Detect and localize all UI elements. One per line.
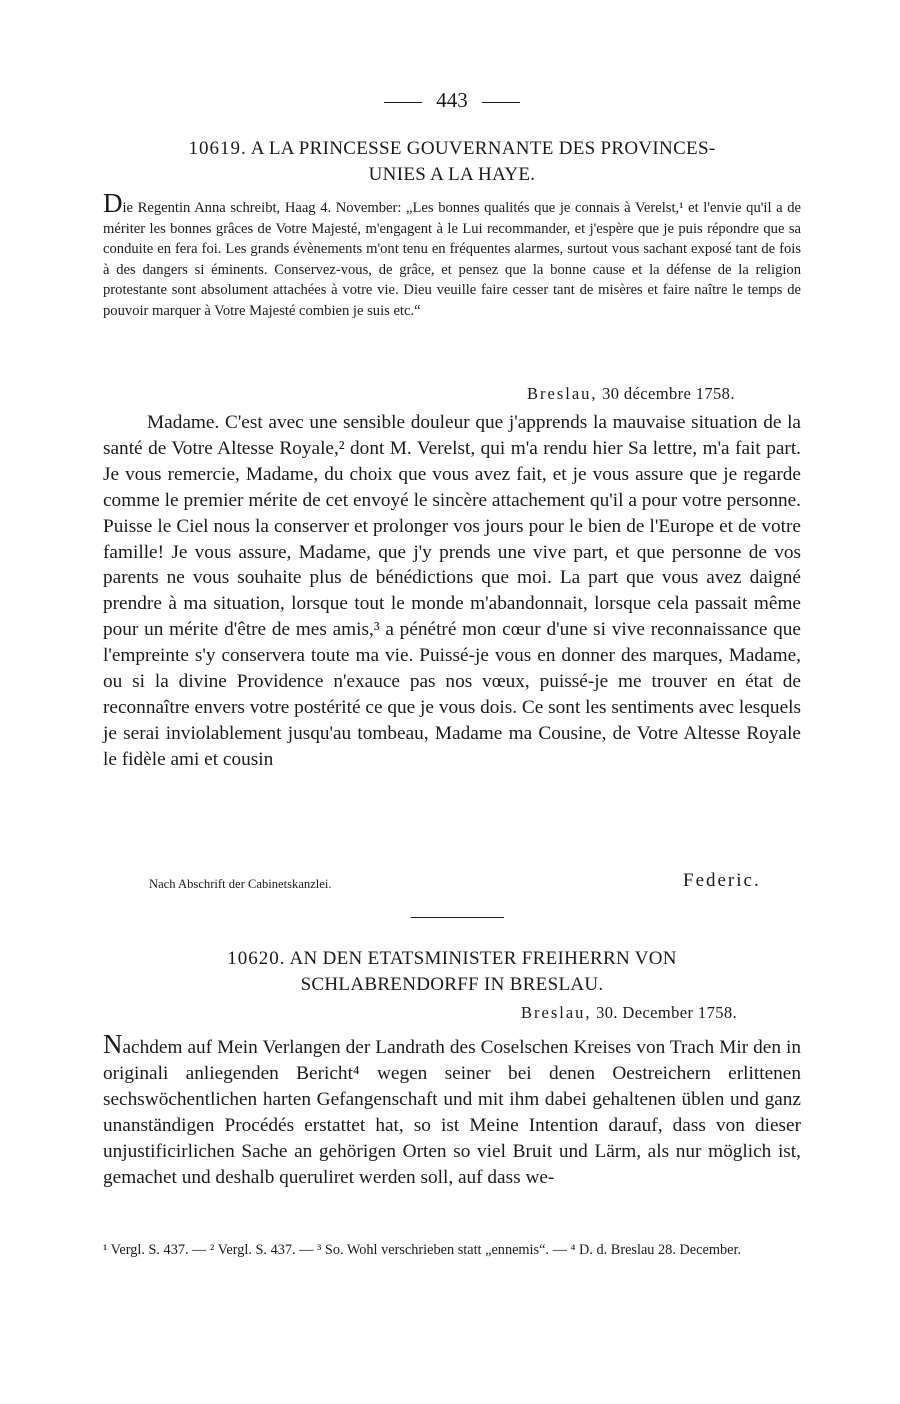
intro-text: ie Regentin Anna schreibt, Haag 4. November: „Les bonnes qualités que je connais à Verelst,¹ et l'envie qu'il a de mériter les bonnes grâces de Votre Majesté, m'engagent à le Lui recommander, et j'espère que je puis répondre que sa conduite en fera foi. Les grands évènements m'ont tenu en fréquentes alarmes, surtout vous sachant exposé tant de fois à des dangers si éminents. Conservez-vous, de grâce, et pensez que la bonne cause et la défense de la religion protestante sont absolument attachées à votre vie. Dieu veuille faire cesser tant de misères et faire naître le temps de pouvoir marquer à Votre Majesté combien je suis etc.“ bbox=[103, 200, 801, 319]
section-heading-line1 bbox=[103, 946, 801, 972]
order-place: Breslau, bbox=[521, 1003, 592, 1022]
letter-body bbox=[103, 410, 801, 773]
footnotes: ¹ Vergl. S. 437. — ² Vergl. S. 437. — ³ So. Wohl verschrieben statt „ennemis“. — ⁴ D. d. Breslau 28. December. bbox=[103, 1242, 741, 1258]
letter-place: Breslau, bbox=[527, 384, 598, 403]
order-body bbox=[103, 1031, 801, 1190]
section-heading-line1 bbox=[103, 136, 801, 162]
page-number-dash-left bbox=[384, 102, 422, 103]
letter-date: 30 décembre 1758. bbox=[602, 384, 735, 403]
section-title-line1: A LA PRINCESSE GOUVERNANTE DES PROVINCES- bbox=[250, 138, 716, 159]
signature: Federic. bbox=[683, 870, 761, 891]
letter-text: Madame. C'est avec une sensible douleur que j'apprends la mauvaise situation de la santé de Votre Altesse Royale,² dont M. Verelst, qui m'a rendu hier Sa lettre, m'a fait part. Je vous remercie, Madame, du choix que vous avez fait, et je vous assure que je regarde comme le premier mérite de cet envoyé le sincère attachement qu'il a pour votre personne. Puisse le Ciel nous la conserver et prolonger vos jours pour le bien de l'Europe et de votre famille! Je vous assure, Madame, que j'y prends une vive part, et que personne de vos parents ne vous souhaite plus de bénédictions que moi. La part que vous avez daigné prendre à ma situation, lorsque tout le monde m'abandonnait, lorsque cela passait même pour un mérite d'être de mes amis,³ a pénétré mon cœur d'une si vive reconnaissance que l'empreinte s'y conservera toute ma vie. Puissé-je vous en donner des marques, Madame, ou si la divine Providence n'exauce pas nos vœux, puissé-je me trouver en état de reconnaître envers votre postérité ce que je vous dois. Ce sont les sentiments avec lesquels je serai inviolablement jusqu'au tombeau, Madame ma Cousine, de Votre Altesse Royale le fidèle ami et cousin bbox=[103, 412, 801, 770]
section-heading-10619 bbox=[103, 136, 801, 188]
section-number: 10620. bbox=[227, 948, 286, 969]
intro-dropcap: D bbox=[103, 188, 123, 218]
section-title-line2: UNIES A LA HAYE. bbox=[368, 164, 536, 185]
order-dropcap: N bbox=[103, 1029, 123, 1059]
page-number-text: 443 bbox=[436, 88, 468, 112]
page-number bbox=[103, 88, 801, 113]
intro-paragraph bbox=[103, 190, 801, 321]
order-date: 30. December 1758. bbox=[596, 1003, 738, 1022]
section-heading-10620 bbox=[103, 946, 801, 998]
section-separator bbox=[411, 917, 504, 918]
page-number-dash-right bbox=[482, 102, 520, 103]
source-note: Nach Abschrift der Cabinetskanzlei. bbox=[149, 877, 332, 891]
section-title-line1: AN DEN ETATSMINISTER FREIHERRN VON bbox=[289, 948, 677, 969]
order-place-date bbox=[521, 1003, 737, 1023]
section-title-line2: SCHLABRENDORFF IN BRESLAU. bbox=[300, 974, 604, 995]
section-number: 10619. bbox=[188, 138, 247, 159]
letter-place-date bbox=[527, 384, 735, 404]
order-text: achdem auf Mein Verlangen der Landrath des Coselschen Kreises von Trach Mir den in originali anliegenden Bericht⁴ wegen seiner bei denen Oestreichern erlittenen sechswöchentlichen harten Gefangenschaft und mit ihm dabei gehaltenen üblen und ganz unanständigen Procédés erstattet hat, so ist Meine Intention darauf, dass von dieser unjustificirlichen Sache an gehörigen Orten so viel Bruit und Lärm, als nur möglich ist, gemachet und deshalb queruliret werden soll, auf dass we- bbox=[103, 1037, 801, 1188]
